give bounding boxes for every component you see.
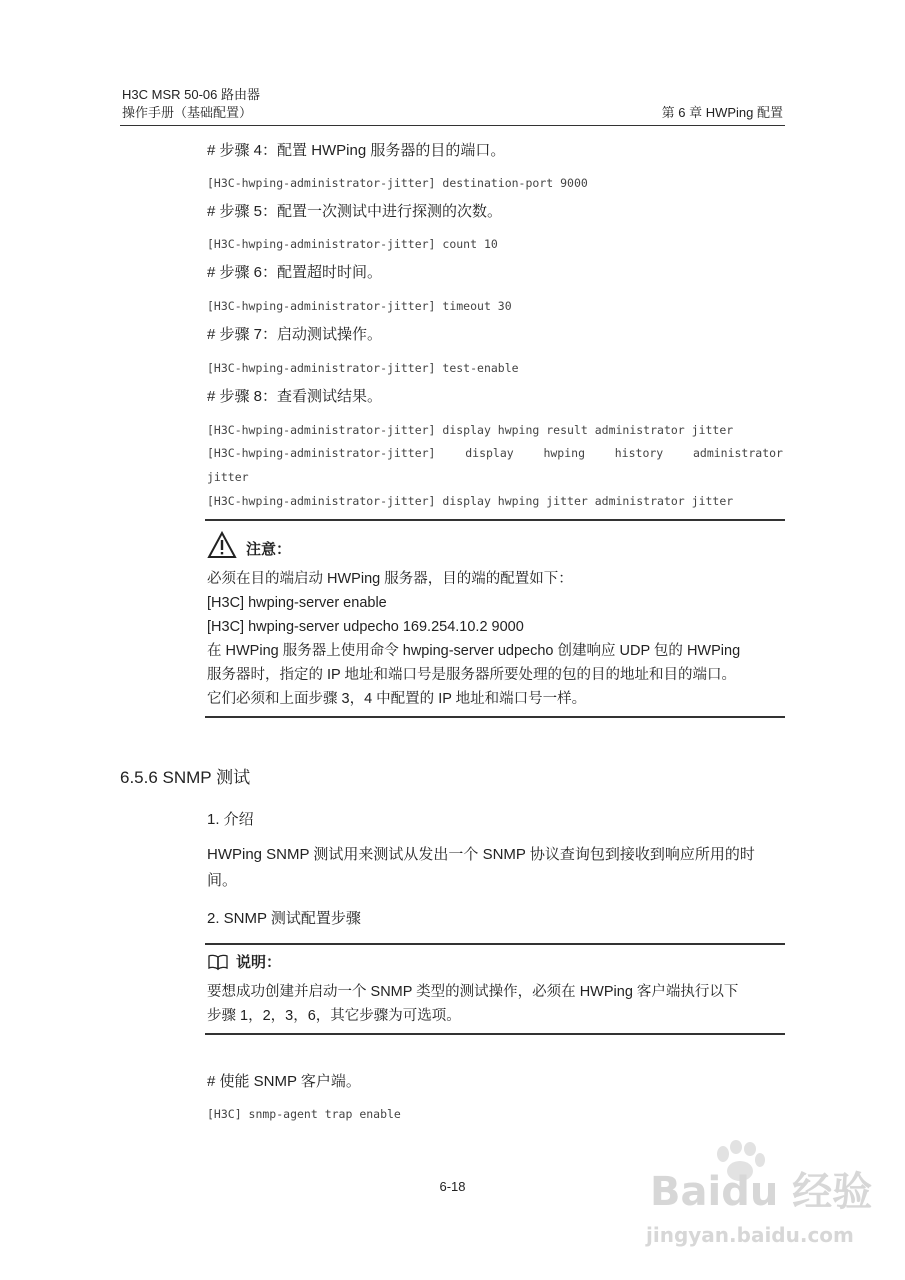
note-label: 说明： — [236, 954, 282, 971]
snmp-step-title: # 使能 SNMP 客户端。 — [207, 1073, 361, 1090]
caution-line-3: [H3C] hwping-server udpecho 169.254.10.2 9000 — [207, 619, 524, 635]
header-model: H3C MSR 50-06 路由器 — [122, 87, 260, 102]
step-6-title: # 步骤 6：配置超时时间。 — [207, 264, 383, 281]
caution-top-rule — [205, 519, 785, 521]
note-line-2: 步骤 1，2，3，6，其它步骤为可选项。 — [207, 1008, 461, 1024]
step-7-title: # 步骤 7：启动测试操作。 — [207, 326, 383, 343]
intro-line-1: HWPing SNMP 测试用来测试从发出一个 SNMP 协议查询包到接收到响应所用的时 — [207, 846, 755, 863]
config-heading: 2. SNMP 测试配置步骤 — [207, 910, 361, 927]
watermark-brand: Baidu 经验 — [650, 1169, 873, 1215]
code-word: hwping — [543, 446, 585, 460]
step-8-code-result: [H3C-hwping-administrator-jitter] display hwping result administrator jitter — [207, 423, 734, 437]
code-word: history — [614, 446, 664, 460]
intro-heading: 1. 介绍 — [207, 811, 254, 828]
code-word: administrator — [692, 446, 783, 460]
header-rule — [120, 125, 785, 126]
warning-triangle-icon — [207, 531, 237, 559]
caution-line-4: 在 HWPing 服务器上使用命令 hwping-server udpecho 创建响应 UDP 包的 HWPing — [207, 643, 741, 659]
code-word: display — [465, 446, 514, 460]
step-7-code: [H3C-hwping-administrator-jitter] test-enable — [207, 361, 519, 375]
step-8-title: # 步骤 8：查看测试结果。 — [207, 388, 383, 405]
step-8-code-history — [207, 446, 783, 460]
step-5-title: # 步骤 5：配置一次测试中进行探测的次数。 — [207, 203, 503, 220]
header-manual-title: 操作手册（基础配置） — [122, 105, 253, 120]
book-icon — [207, 953, 229, 971]
step-5-code: [H3C-hwping-administrator-jitter] count 10 — [207, 237, 498, 251]
caution-line-6: 它们必须和上面步骤 3，4 中配置的 IP 地址和端口号一样。 — [207, 691, 587, 707]
note-line-1: 要想成功创建并启动一个 SNMP 类型的测试操作，必须在 HWPing 客户端执行以下 — [207, 984, 739, 1000]
caution-bottom-rule — [205, 716, 785, 718]
watermark-url: jingyan.baidu.com — [646, 1223, 854, 1247]
step-8-code-jitter: [H3C-hwping-administrator-jitter] display hwping jitter administrator jitter — [207, 494, 734, 508]
caution-line-2: [H3C] hwping-server enable — [207, 595, 387, 611]
header-chapter: 第 6 章 HWPing 配置 — [661, 105, 783, 120]
code-word: [H3C-hwping-administrator-jitter] — [207, 446, 436, 460]
section-title: 6.5.6 SNMP 测试 — [120, 768, 251, 787]
caution-line-1: 必须在目的端启动 HWPing 服务器，目的端的配置如下： — [207, 571, 573, 587]
caution-label: 注意： — [246, 541, 292, 558]
caution-line-5: 服务器时，指定的 IP 地址和端口号是服务器所要处理的包的目的地址和目的端口。 — [207, 667, 736, 683]
page-number: 6-18 — [439, 1179, 466, 1194]
note-bottom-rule — [205, 1033, 785, 1035]
step-8-code-history-cont: jitter — [207, 470, 249, 484]
step-4-title: # 步骤 4：配置 HWPing 服务器的目的端口。 — [207, 142, 506, 159]
snmp-step-code: [H3C] snmp-agent trap enable — [207, 1107, 401, 1121]
step-6-code: [H3C-hwping-administrator-jitter] timeout 30 — [207, 299, 512, 313]
step-4-code: [H3C-hwping-administrator-jitter] destination-port 9000 — [207, 176, 588, 190]
note-top-rule — [205, 943, 785, 945]
intro-line-2: 间。 — [207, 872, 238, 889]
